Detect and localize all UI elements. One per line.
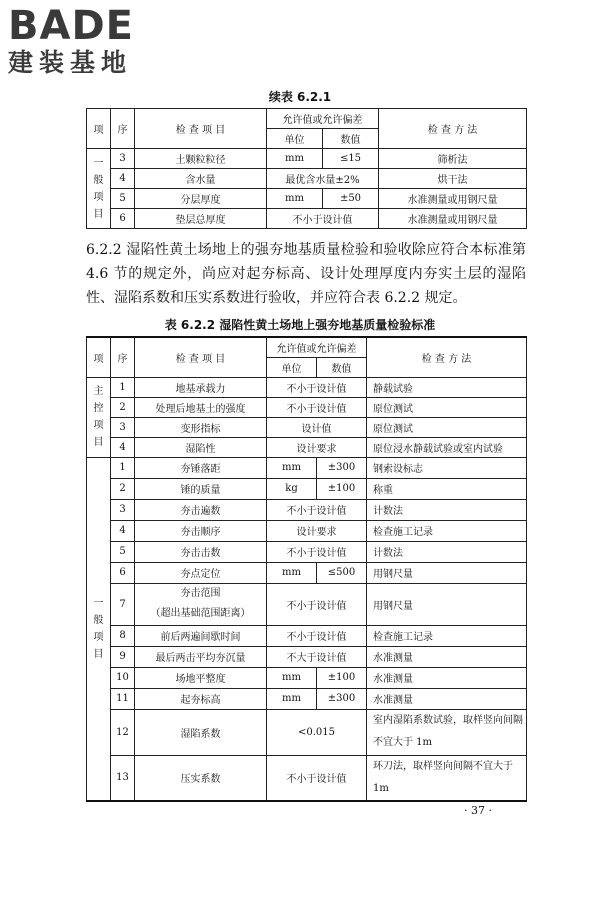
- table-row: [87, 499, 527, 520]
- row-seq: 4: [111, 437, 135, 457]
- row-seq: 7: [111, 583, 135, 625]
- row-method: 称重: [367, 478, 527, 499]
- row-value: ±50: [323, 189, 379, 209]
- row-tolerance: 不小于设计值: [267, 499, 367, 520]
- row-item: 处理后地基土的强度: [135, 397, 267, 417]
- row-method: 筛析法: [379, 149, 527, 169]
- row-method: 静载试验: [367, 377, 527, 397]
- row-method: 室内湿陷系数试验，取样竖向间隔不宜大于 1m: [367, 709, 527, 755]
- table-row: [87, 189, 527, 209]
- header-value: 数值: [323, 129, 379, 149]
- table-row: [87, 541, 527, 562]
- group-label-text: 一般项目: [93, 597, 104, 660]
- row-seq: 10: [111, 667, 135, 688]
- header-seq: 序: [111, 337, 135, 377]
- logo-text-cn: 建装基地: [8, 48, 133, 77]
- row-seq: 1: [111, 457, 135, 478]
- row-seq: 1: [111, 377, 135, 397]
- row-item: 压实系数: [135, 755, 267, 801]
- header-inspect: 检 查 项 目: [135, 337, 267, 377]
- row-method: 水准测量: [367, 646, 527, 667]
- header-tolerance: 允许值或允许偏差: [267, 337, 367, 357]
- row-value: ±100: [317, 667, 367, 688]
- row-unit: mm: [267, 189, 323, 209]
- row-method: 钢索设标志: [367, 457, 527, 478]
- row-seq: 12: [111, 709, 135, 755]
- row-seq: 2: [111, 397, 135, 417]
- row-tolerance: 不大于设计值: [267, 646, 367, 667]
- header-item: 项: [87, 109, 111, 149]
- header-unit: 单位: [267, 129, 323, 149]
- row-unit: mm: [267, 149, 323, 169]
- row-tolerance: 不小于设计值: [267, 377, 367, 397]
- page-number: · 37 ·: [464, 804, 492, 817]
- row-tolerance: 最优含水量±2%: [267, 169, 379, 189]
- row-value: ±100: [317, 478, 367, 499]
- header-value: 数值: [317, 357, 367, 377]
- header-method: 检 查 方 法: [367, 337, 527, 377]
- row-item: 变形指标: [135, 417, 267, 437]
- row-method: 烘干法: [379, 169, 527, 189]
- row-seq: 3: [111, 417, 135, 437]
- row-method: 检查施工记录: [367, 520, 527, 541]
- row-method: 计数法: [367, 541, 527, 562]
- row-method: 用钢尺量: [367, 562, 527, 583]
- row-value: ≤500: [317, 562, 367, 583]
- row-seq: 3: [111, 499, 135, 520]
- row-unit: mm: [267, 457, 317, 478]
- header-method: 检 查 方 法: [379, 109, 527, 149]
- table-row: [87, 583, 527, 625]
- table-row: [87, 457, 527, 478]
- row-seq: 6: [111, 562, 135, 583]
- row-tolerance: 不小于设计值: [267, 397, 367, 417]
- row-item: 起夯标高: [135, 688, 267, 709]
- row-seq: 4: [111, 169, 135, 189]
- row-tolerance: 不小于设计值: [267, 755, 367, 801]
- row-seq: 5: [111, 541, 135, 562]
- group-label: [87, 149, 111, 229]
- row-value: ±300: [317, 457, 367, 478]
- table-row: [87, 397, 527, 417]
- logo: [8, 4, 134, 78]
- row-method: 原位测试: [367, 397, 527, 417]
- row-method: 水准测量或用钢尺量: [379, 209, 527, 229]
- row-unit: mm: [267, 667, 317, 688]
- row-item-line1: 夯击范围: [180, 588, 221, 599]
- row-item-line2: （超出基础范围距离）: [150, 608, 251, 619]
- row-item: 最后两击平均夯沉量: [135, 646, 267, 667]
- table-cont-caption: 续表 6.2.1: [268, 90, 332, 104]
- row-method: 环刀法，取样竖向间隔不宜大于 1m: [367, 755, 527, 801]
- row-unit: mm: [267, 688, 317, 709]
- header-inspect: 检 查 项 目: [135, 109, 267, 149]
- row-tolerance: 设计要求: [267, 520, 367, 541]
- row-item: 湿陷性: [135, 437, 267, 457]
- row-item: 湿陷系数: [135, 709, 267, 755]
- table-row: [87, 625, 527, 646]
- table-6-2-2: [86, 336, 527, 802]
- row-method: 水准测量: [367, 667, 527, 688]
- group-label: [87, 377, 111, 457]
- row-unit: kg: [267, 478, 317, 499]
- table-row: [87, 667, 527, 688]
- table-row: [87, 377, 527, 397]
- row-value: ≤15: [323, 149, 379, 169]
- row-item: 前后两遍间歇时间: [135, 625, 267, 646]
- row-item: 垫层总厚度: [135, 209, 267, 229]
- row-item: 锤的质量: [135, 478, 267, 499]
- row-item: 夯击顺序: [135, 520, 267, 541]
- row-method: 检查施工记录: [367, 625, 527, 646]
- row-seq: 6: [111, 209, 135, 229]
- row-seq: 5: [111, 189, 135, 209]
- row-seq: 13: [111, 755, 135, 801]
- row-method: 原位测试: [367, 417, 527, 437]
- table-row: [87, 478, 527, 499]
- logo-text-en: BADE: [8, 3, 134, 49]
- row-tolerance: 不小于设计值: [267, 209, 379, 229]
- row-item: 夯击击数: [135, 541, 267, 562]
- row-unit: mm: [267, 562, 317, 583]
- row-item: 土颗粒粒径: [135, 149, 267, 169]
- table-row: [87, 209, 527, 229]
- row-seq: 2: [111, 478, 135, 499]
- row-seq: 3: [111, 149, 135, 169]
- row-method: 用钢尺量: [367, 583, 527, 625]
- row-item: 夯点定位: [135, 562, 267, 583]
- row-seq: 11: [111, 688, 135, 709]
- table-row: [87, 520, 527, 541]
- row-tolerance: 不小于设计值: [267, 625, 367, 646]
- row-tolerance: 设计值: [267, 417, 367, 437]
- table-row: [87, 437, 527, 457]
- table-row: [87, 709, 527, 755]
- row-item: 分层厚度: [135, 189, 267, 209]
- row-tolerance: <0.015: [267, 709, 367, 755]
- header-unit: 单位: [267, 357, 317, 377]
- table-continued: [86, 108, 527, 229]
- table-row: [87, 646, 527, 667]
- row-seq: 4: [111, 520, 135, 541]
- row-method: 计数法: [367, 499, 527, 520]
- table-main-caption: 表 6.2.2 湿陷性黄土场地上强夯地基质量检验标准: [164, 318, 436, 332]
- table-row: [87, 417, 527, 437]
- row-tolerance: 设计要求: [267, 437, 367, 457]
- header-item: 项: [87, 337, 111, 377]
- table-row: [87, 562, 527, 583]
- row-item: 含水量: [135, 169, 267, 189]
- row-item: [135, 583, 267, 625]
- group-label: [87, 457, 111, 801]
- row-item: 地基承载力: [135, 377, 267, 397]
- row-tolerance: 不小于设计值: [267, 541, 367, 562]
- table-row: [87, 755, 527, 801]
- row-seq: 9: [111, 646, 135, 667]
- row-item: 夯锤落距: [135, 457, 267, 478]
- table-row: [87, 149, 527, 169]
- section-6-2-2-paragraph: 6.2.2 湿陷性黄土场地上的强夯地基质量检验和验收除应符合本标准第 4.6 节的规定外，尚应对起夯标高、设计处理厚度内夯实土层的湿陷性、湿陷系数和压实系数进行验收，并应符合表 6.2.2 规定。: [86, 242, 526, 306]
- group-label-text: 一般项目: [93, 157, 104, 220]
- row-method: 水准测量: [367, 688, 527, 709]
- row-method: 原位浸水静载试验或室内试验: [367, 437, 527, 457]
- row-method: 水准测量或用钢尺量: [379, 189, 527, 209]
- header-seq: 序: [111, 109, 135, 149]
- header-tolerance: 允许值或允许偏差: [267, 109, 379, 129]
- table-row: [87, 688, 527, 709]
- row-seq: 8: [111, 625, 135, 646]
- row-tolerance: 不小于设计值: [267, 583, 367, 625]
- group-label-text: 主控项目: [93, 386, 104, 448]
- row-item: 场地平整度: [135, 667, 267, 688]
- row-item: 夯击遍数: [135, 499, 267, 520]
- table-row: [87, 169, 527, 189]
- row-value: ±300: [317, 688, 367, 709]
